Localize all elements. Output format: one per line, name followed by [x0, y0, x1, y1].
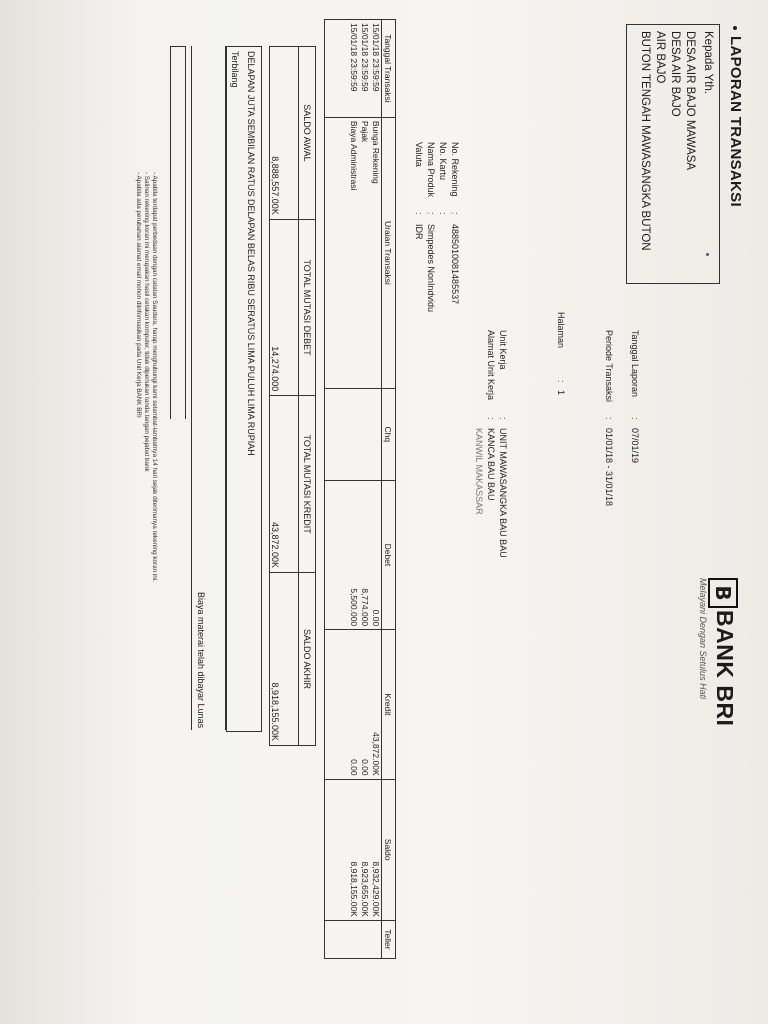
header-debet: Debet: [382, 480, 396, 629]
alamat-value-2: KANWIL MAKASSAR: [474, 428, 484, 515]
saldo-awal-value: 8,888,557.00K: [270, 47, 299, 220]
no-rekening-value: 4885010081485537: [450, 224, 460, 305]
table-header-row: [382, 20, 396, 959]
cell-teller: [359, 920, 370, 958]
halaman-label: Halaman: [556, 312, 566, 349]
unit-kerja-label: Unit Kerja: [498, 330, 508, 370]
header-uraian: Uraian Transaksi: [382, 117, 396, 388]
alamat-value: KANCA BAU BAU: [486, 428, 496, 501]
recipient-line: DESA AIR BAJO: [669, 31, 681, 117]
header-kredit: Kredit: [382, 630, 396, 779]
footnote: - Apabila terdapat perbedaan dengan catatan Saudara, harap menghubungi kami selambat-lambatnya 14 hari sejak diterimanya rekening koran ini.: [151, 172, 158, 582]
cell-tanggal: 15/01/18 23:59:59: [325, 20, 360, 118]
table-row: [359, 20, 370, 959]
cell-uraian: Biaya Administrasi: [325, 117, 360, 388]
materai-note: Biaya materai telah dibayar Lunas: [196, 592, 206, 729]
valuta-label: Valuta: [414, 142, 424, 167]
cell-chq: [359, 388, 370, 480]
cell-debet: 5,500.000: [325, 480, 360, 629]
header-saldo: Saldo: [382, 779, 396, 920]
cell-teller: [370, 920, 382, 958]
cell-chq: [370, 388, 382, 480]
saldo-awal-label: SALDO AWAL: [299, 47, 316, 220]
saldo-akhir-value: 8,918,155.00K: [270, 572, 299, 745]
scan-speck: [706, 253, 709, 256]
transactions-table: [324, 19, 396, 959]
summary-table: [269, 46, 316, 746]
terbilang-text: DELAPAN JUTA SEMBILAN RATUS DELAPAN BELAS RIBU SERATUS LIMA PULUH LIMA RUPIAH: [246, 51, 256, 456]
terbilang-label: Terbilang: [230, 51, 240, 88]
document-title: LAPORAN TRANSAKSI: [727, 36, 744, 207]
periode-label: Periode Transaksi: [604, 330, 614, 403]
summary-values-row: [270, 47, 299, 746]
recipient-box: [626, 24, 720, 284]
cell-uraian: Bunga Rekening: [370, 117, 382, 388]
cell-debet: 8,774.000: [359, 480, 370, 629]
footnote: - Salinan rekening koran ini merupakan hasil cetakan komputer, tidak diperlukan tanda tangan pejabat bank: [143, 172, 150, 472]
total-debet-value: 14,274.000: [270, 219, 299, 395]
table-row: [325, 20, 360, 959]
bank-tagline: Melayani Dengan Setulus Hati: [698, 578, 708, 700]
bri-logo-mark-icon: B: [708, 578, 738, 608]
total-kredit-value: 43,872.00K: [270, 396, 299, 573]
cell-uraian: Pajak: [359, 117, 370, 388]
unit-kerja-value: UNIT MAWASANGKA BAU BAU: [498, 428, 508, 558]
cell-saldo: 8,923,655.00K: [359, 779, 370, 920]
bank-logo-text: BANK BRI: [712, 610, 738, 727]
stamp-area: [170, 46, 186, 419]
no-kartu-label: No. Kartu: [438, 142, 448, 181]
saldo-akhir-label: SALDO AKHIR: [299, 572, 316, 745]
bullet-dot: [733, 26, 737, 30]
recipient-heading: Kepada Yth.: [702, 31, 714, 95]
no-rekening-label: No. Rekening: [450, 142, 460, 197]
cell-kredit: 0.00: [325, 630, 360, 779]
cell-debet: 0.00: [370, 480, 382, 629]
header-tanggal: Tanggal Transaksi: [382, 20, 396, 118]
halaman-value: 1: [556, 390, 566, 396]
cell-saldo: 8,932,429.00K: [370, 779, 382, 920]
total-kredit-label: TOTAL MUTASI KREDIT: [299, 396, 316, 573]
cell-tanggal: 15/01/18 23:59:59: [370, 20, 382, 118]
periode-value: 01/01/18 - 31/01/18: [604, 428, 614, 507]
cell-tanggal: 15/01/18 23:59:59: [359, 20, 370, 118]
valuta-value: IDR: [414, 224, 424, 240]
recipient-line: DESA AIR BAJO MAWASA: [684, 31, 696, 171]
header-chq: Chq: [382, 388, 396, 480]
table-row: [370, 20, 382, 959]
cell-kredit: 43,872.00K: [370, 630, 382, 779]
document-page: LAPORAN TRANSAKSI Kepada Yth. DESA AIR BAJO MAWASA DESA AIR BAJO AIR BAJO BUTON TENGAH MAWASANGKA BUTON No. Rekening : 4885010081485537 No. Kartu : Nama Produk : Simpedes NonIndvidu Valuta : IDR Halaman : 1 Periode Transaksi : 01/01/18 - 31/01/18 Tanggal Laporan : 07/01/19 Unit Kerja : UNIT MAWASANGKA BAU BAU Alamat Unit Kerja : KANCA BAU BAU KANWIL MAKASSAR B BANK BRI Melayani Dengan Setulus Hati Tanggal Transaksi Uraian Transaksi Chq Debet Kredit Saldo Teller 15/01/18 23:59:59 Bunga Rekening 0.00 43,872.00K 8,932,429.00K 15/01/18 23:59:59 Pajak 8,774.000 0.00 8,923,655.00K 15/01/18 23:59:59 Biaya Administrasi 5,500.000 0.00 8,918,155.00K SALDO AWAL TOTAL MUTASI DEBET TOTAL MUTASI KREDIT SALDO AKHIR 8,888,557.00K 14,274.000 43,872.00K 8,918,155.00K DELAPAN JUTA SEMBILAN RATUS DELAPAN BELAS RIBU SERATUS LIMA PULUH LIMA RUPIAH Terbilang Biaya materai telah dibayar Lunas - Apabila terdapat perbedaan dengan catatan Saudara, harap menghubungi kami selambat-lambatnya 14 hari sejak diterimanya rekening koran ini. - Salinan rekening koran ini merupakan hasil cetakan komputer, tidak diperlukan tanda tangan pejabat bank - Apabila ada perubahan alamat email mohon diinformasikan pada Unit Kerja BANK BRI: [8, 12, 748, 1012]
summary-header-row: [299, 47, 316, 746]
recipient-line: BUTON TENGAH MAWASANGKA BUTON: [639, 31, 651, 251]
footnote: - Apabila ada perubahan alamat email mohon diinformasikan pada Unit Kerja BANK BRI: [135, 172, 142, 418]
alamat-label: Alamat Unit Kerja: [486, 330, 496, 401]
nama-produk-value: Simpedes NonIndvidu: [426, 224, 436, 313]
nama-produk-label: Nama Produk: [426, 142, 436, 198]
tanggal-laporan-value: 07/01/19: [630, 428, 640, 464]
cell-teller: [325, 920, 360, 958]
cell-saldo: 8,918,155.00K: [325, 779, 360, 920]
cell-chq: [325, 388, 360, 480]
total-debet-label: TOTAL MUTASI DEBET: [299, 219, 316, 395]
terbilang-box: [226, 46, 262, 732]
cell-kredit: 0.00: [359, 630, 370, 779]
header-teller: Teller: [382, 920, 396, 958]
divider: [191, 46, 192, 730]
tanggal-laporan-label: Tanggal Laporan: [630, 330, 640, 398]
recipient-line: AIR BAJO: [654, 31, 666, 84]
divider: [225, 46, 226, 730]
